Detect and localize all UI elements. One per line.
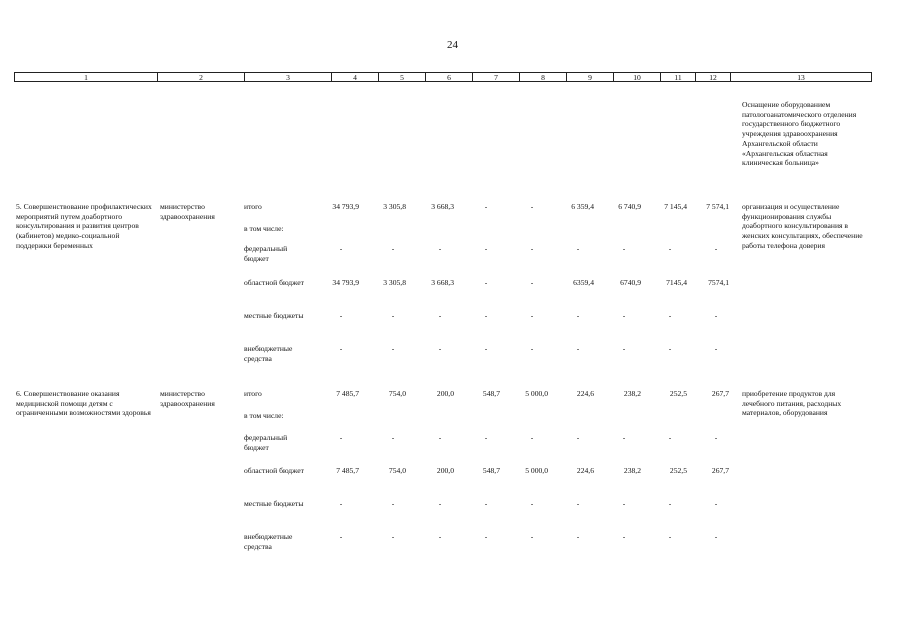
measure-6-local-col-7: - — [484, 499, 488, 508]
column-header-10: 10 — [614, 73, 661, 81]
measure-6-regional-col-12: 267,7 — [711, 466, 729, 475]
measure-5-regional-col-12: 7574,1 — [708, 278, 729, 287]
measure-6-local-col-12: - — [714, 499, 718, 508]
measure-6-local-col-11: - — [668, 499, 672, 508]
measure-5-executor: министерство здравоохранения — [160, 202, 215, 221]
measure-5-regional-col-10: 6740,9 — [620, 278, 641, 287]
measure-5-local-col-6: - — [438, 311, 442, 320]
measure-6-total-col-11: 252,5 — [669, 389, 687, 398]
measure-5-federal-col-5: - — [391, 244, 395, 253]
measure-6-federal-col-10: - — [622, 433, 626, 442]
measure-6-offbudget-col-5: - — [391, 532, 395, 541]
measure-6-local-col-6: - — [438, 499, 442, 508]
column-header-12: 12 — [696, 73, 731, 81]
measure-6-local-col-10: - — [622, 499, 626, 508]
measure-6-regional-col-8: 5 000,0 — [525, 466, 548, 475]
measure-5-federal-col-7: - — [484, 244, 488, 253]
measure-5-regional-col-11: 7145,4 — [666, 278, 687, 287]
measure-6-total-col-7: 548,7 — [482, 389, 500, 398]
column-header-9: 9 — [567, 73, 614, 81]
measure-5-regional-col-4: 34 793,9 — [332, 278, 359, 287]
measure-6-federal-col-5: - — [391, 433, 395, 442]
measure-5-offbudget-col-4: - — [339, 344, 343, 353]
measure-5-regional-label: областной бюджет — [244, 278, 304, 287]
measure-6-total-col-5: 754,0 — [388, 389, 406, 398]
measure-6-title: 6. Совершенствование оказания медицинской помощи детям с ограниченными возможностями здоровья — [16, 389, 151, 418]
intro-note: Оснащение оборудованием патологоанатомического отделения государственного бюджетного учреждения здравоохранения Архангельской области «Архангельская областная клиническая больница» — [742, 100, 857, 168]
column-header-5: 5 — [379, 73, 426, 81]
measure-6-regional-col-11: 252,5 — [669, 466, 687, 475]
measure-6-regional-col-4: 7 485,7 — [336, 466, 359, 475]
measure-6-offbudget-label: внебюджетные средства — [244, 532, 293, 551]
measure-6-offbudget-col-4: - — [339, 532, 343, 541]
measure-6-regional-label: областной бюджет — [244, 466, 304, 475]
column-header-2: 2 — [158, 73, 245, 81]
measure-6-regional-col-6: 200,0 — [436, 466, 454, 475]
measure-5-local-col-9: - — [576, 311, 580, 320]
measure-5-total-label: итого — [244, 202, 262, 211]
column-header-8: 8 — [520, 73, 567, 81]
measure-5-total-col-9: 6 359,4 — [571, 202, 594, 211]
measure-5-total-col-6: 3 668,3 — [431, 202, 454, 211]
measure-6-incl-label: в том числе: — [244, 411, 284, 420]
measure-5-local-label: местные бюджеты — [244, 311, 304, 320]
measure-5-title: 5. Совершенствование профилактических мероприятий путем доабортного консультирования и развития центров (кабинетов) медико-социальной поддержки беременных — [16, 202, 152, 250]
measure-6-regional-col-5: 754,0 — [388, 466, 406, 475]
measure-6-total-col-12: 267,7 — [711, 389, 729, 398]
measure-6-local-col-9: - — [576, 499, 580, 508]
measure-6-federal-col-4: - — [339, 433, 343, 442]
measure-6-total-col-8: 5 000,0 — [525, 389, 548, 398]
measure-5-federal-col-9: - — [576, 244, 580, 253]
measure-6-total-col-10: 238,2 — [623, 389, 641, 398]
measure-6-note: приобретение продуктов для лечебного питания, расходных материалов, оборудования — [742, 389, 842, 418]
measure-6-federal-col-12: - — [714, 433, 718, 442]
measure-5-local-col-10: - — [622, 311, 626, 320]
column-header-7: 7 — [473, 73, 520, 81]
column-header-4: 4 — [332, 73, 379, 81]
measure-5-local-col-5: - — [391, 311, 395, 320]
measure-6-local-label: местные бюджеты — [244, 499, 304, 508]
measure-5-local-col-11: - — [668, 311, 672, 320]
measure-5-total-col-4: 34 793,9 — [332, 202, 359, 211]
measure-5-federal-col-4: - — [339, 244, 343, 253]
measure-5-regional-col-8: - — [530, 278, 534, 287]
measure-6-executor: министерство здравоохранения — [160, 389, 215, 408]
column-header-3: 3 — [245, 73, 332, 81]
measure-6-offbudget-col-10: - — [622, 532, 626, 541]
measure-5-total-col-12: 7 574,1 — [706, 202, 729, 211]
measure-5-local-col-8: - — [530, 311, 534, 320]
measure-5-offbudget-col-12: - — [714, 344, 718, 353]
measure-5-total-col-7: - — [484, 202, 488, 211]
measure-5-local-col-7: - — [484, 311, 488, 320]
measure-6-total-col-6: 200,0 — [436, 389, 454, 398]
measure-5-local-col-12: - — [714, 311, 718, 320]
measure-5-note: организация и осуществление функционирования службы доабортного консультирования в женских консультациях, обеспечение работы телефона доверия — [742, 202, 863, 250]
measure-6-local-col-4: - — [339, 499, 343, 508]
measure-6-total-label: итого — [244, 389, 262, 398]
measure-5-incl-label: в том числе: — [244, 224, 284, 233]
column-header-6: 6 — [426, 73, 473, 81]
measure-5-federal-col-6: - — [438, 244, 442, 253]
measure-6-regional-col-9: 224,6 — [576, 466, 594, 475]
column-header-13: 13 — [731, 73, 872, 81]
measure-6-local-col-5: - — [391, 499, 395, 508]
column-header-row — [14, 72, 872, 82]
measure-5-federal-label: федеральный бюджет — [244, 244, 288, 263]
measure-5-federal-col-11: - — [668, 244, 672, 253]
measure-5-federal-col-10: - — [622, 244, 626, 253]
measure-6-federal-col-6: - — [438, 433, 442, 442]
column-header-11: 11 — [661, 73, 696, 81]
measure-5-federal-col-12: - — [714, 244, 718, 253]
measure-6-federal-col-8: - — [530, 433, 534, 442]
measure-6-offbudget-col-11: - — [668, 532, 672, 541]
column-header-1: 1 — [15, 73, 158, 81]
measure-6-federal-label: федеральный бюджет — [244, 433, 288, 452]
measure-6-offbudget-col-9: - — [576, 532, 580, 541]
measure-6-regional-col-7: 548,7 — [482, 466, 500, 475]
measure-5-offbudget-col-5: - — [391, 344, 395, 353]
measure-6-offbudget-col-6: - — [438, 532, 442, 541]
measure-5-total-col-5: 3 305,8 — [383, 202, 406, 211]
measure-6-total-col-4: 7 485,7 — [336, 389, 359, 398]
measure-6-offbudget-col-12: - — [714, 532, 718, 541]
measure-5-offbudget-col-8: - — [530, 344, 534, 353]
measure-6-offbudget-col-8: - — [530, 532, 534, 541]
measure-5-regional-col-6: 3 668,3 — [431, 278, 454, 287]
measure-5-regional-col-7: - — [484, 278, 488, 287]
measure-5-offbudget-col-9: - — [576, 344, 580, 353]
measure-5-total-col-11: 7 145,4 — [664, 202, 687, 211]
measure-5-offbudget-col-6: - — [438, 344, 442, 353]
measure-6-federal-col-9: - — [576, 433, 580, 442]
measure-5-offbudget-col-10: - — [622, 344, 626, 353]
measure-6-total-col-9: 224,6 — [576, 389, 594, 398]
measure-6-offbudget-col-7: - — [484, 532, 488, 541]
page-number: 24 — [447, 39, 458, 51]
measure-6-federal-col-7: - — [484, 433, 488, 442]
measure-5-local-col-4: - — [339, 311, 343, 320]
measure-5-federal-col-8: - — [530, 244, 534, 253]
measure-5-offbudget-col-11: - — [668, 344, 672, 353]
measure-5-regional-col-9: 6359,4 — [573, 278, 594, 287]
measure-6-local-col-8: - — [530, 499, 534, 508]
measure-6-regional-col-10: 238,2 — [623, 466, 641, 475]
measure-5-offbudget-label: внебюджетные средства — [244, 344, 293, 363]
measure-5-total-col-8: - — [530, 202, 534, 211]
measure-5-regional-col-5: 3 305,8 — [383, 278, 406, 287]
measure-5-total-col-10: 6 740,9 — [618, 202, 641, 211]
measure-6-federal-col-11: - — [668, 433, 672, 442]
measure-5-offbudget-col-7: - — [484, 344, 488, 353]
